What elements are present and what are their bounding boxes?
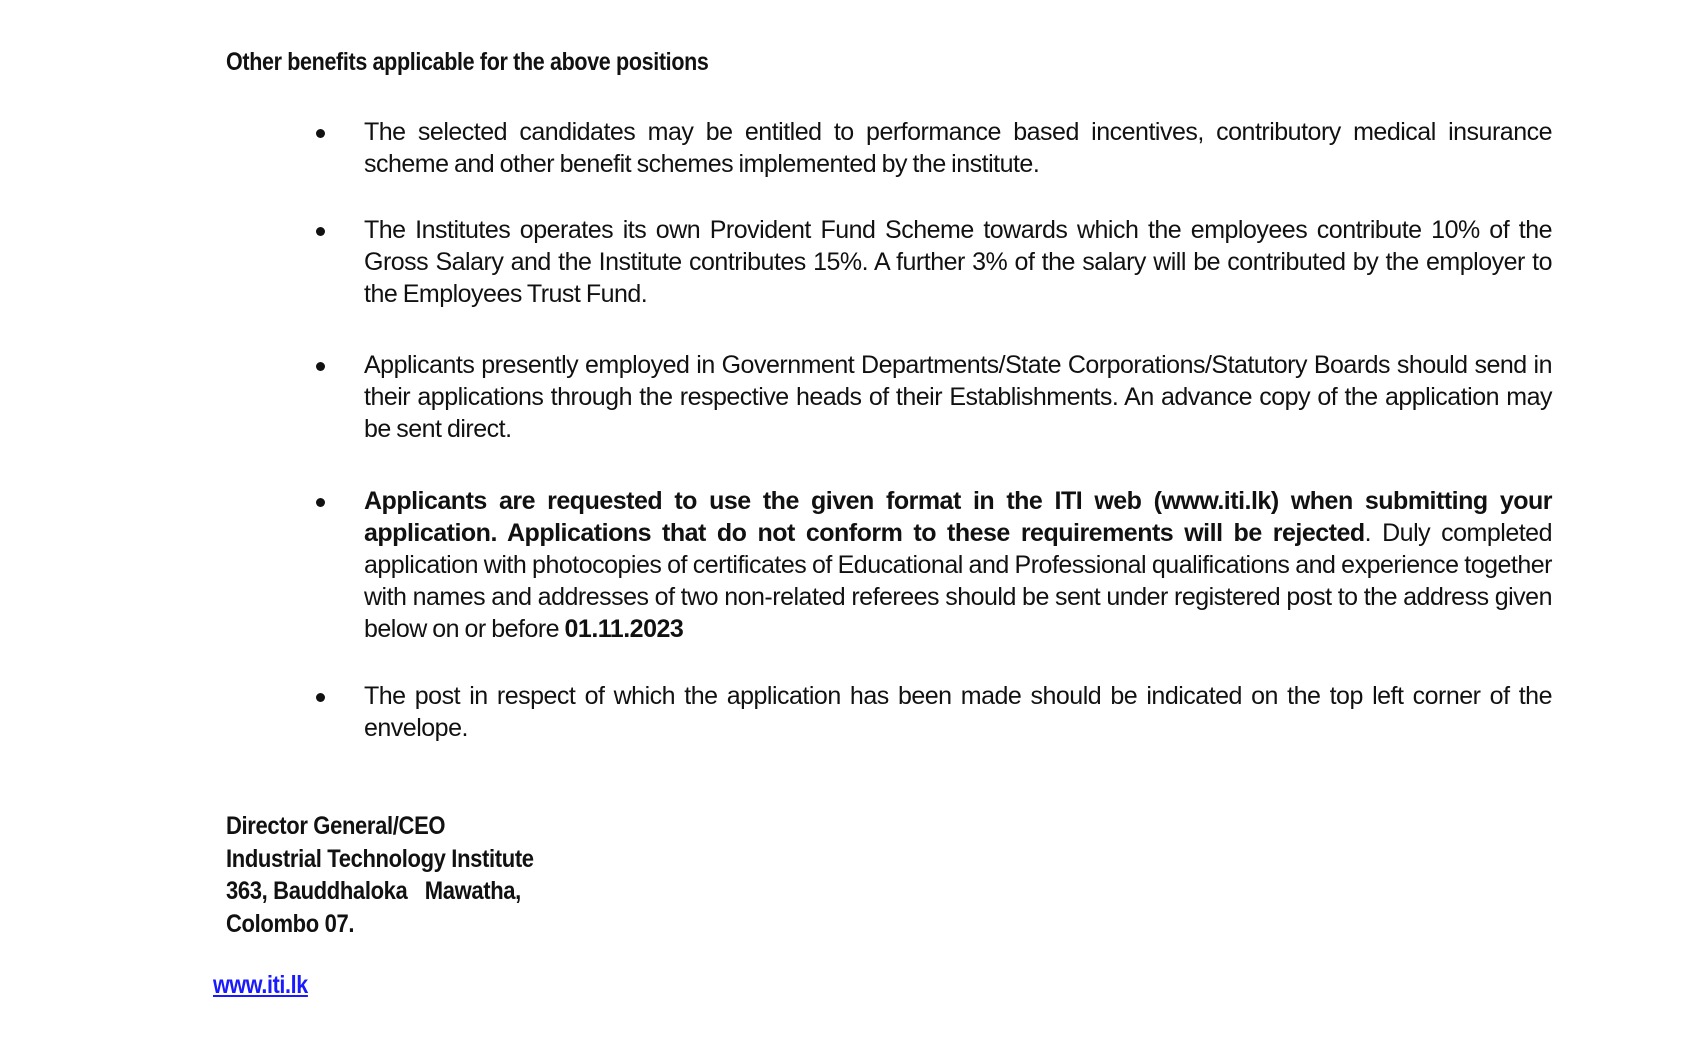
list-item-text: Applicants presently employed in Government Departments/State Corporations/Statutory Boards should send in their applications through the respective heads of their Establishments. An advance copy of the application may be sent direct. (364, 351, 1552, 443)
bullet-icon (316, 362, 325, 371)
list-item-text: The selected candidates may be entitled to performance based incentives, contributory medical insurance scheme and other benefit schemes implemented by the institute. (364, 118, 1552, 178)
bullet-icon (316, 129, 325, 138)
address-line: Director General/CEO (226, 812, 446, 840)
deadline-date: 01.11.2023 (564, 615, 684, 643)
list-item-text: The Institutes operates its own Provident Fund Scheme towards which the employees contribute 10% of the Gross Salary and the Institute contributes 15%. A further 3% of the salary will be contributed by the employer to the Employees Trust Fund. (364, 216, 1552, 308)
website-link[interactable]: www.iti.lk (213, 971, 308, 999)
section-heading: Other benefits applicable for the above positions (226, 48, 709, 76)
body-text: . Duly completed application with photocopies of certificates of Educational and Professional qualifications and experience together with names and addresses of two non-related referees should be sent under registered post to the address given below on or before (364, 519, 1552, 643)
list-item-text (364, 485, 1552, 645)
postal-address (226, 810, 534, 940)
list-item-text: The post in respect of which the application has been made should be indicated on the top left corner of the envelope. (364, 682, 1552, 742)
bullet-icon (316, 498, 325, 507)
emphasized-text: Applicants are requested to use the given format in the ITI web (www.iti.lk) when submitting your application. Applications that do not conform to these requirements will be rejected (364, 487, 1552, 547)
bullet-icon (316, 693, 325, 702)
address-line: 363, Bauddhaloka Mawatha, (226, 877, 521, 905)
address-line: Industrial Technology Institute (226, 844, 534, 873)
address-line: Colombo 07. (226, 909, 355, 938)
bullet-icon (316, 227, 325, 236)
